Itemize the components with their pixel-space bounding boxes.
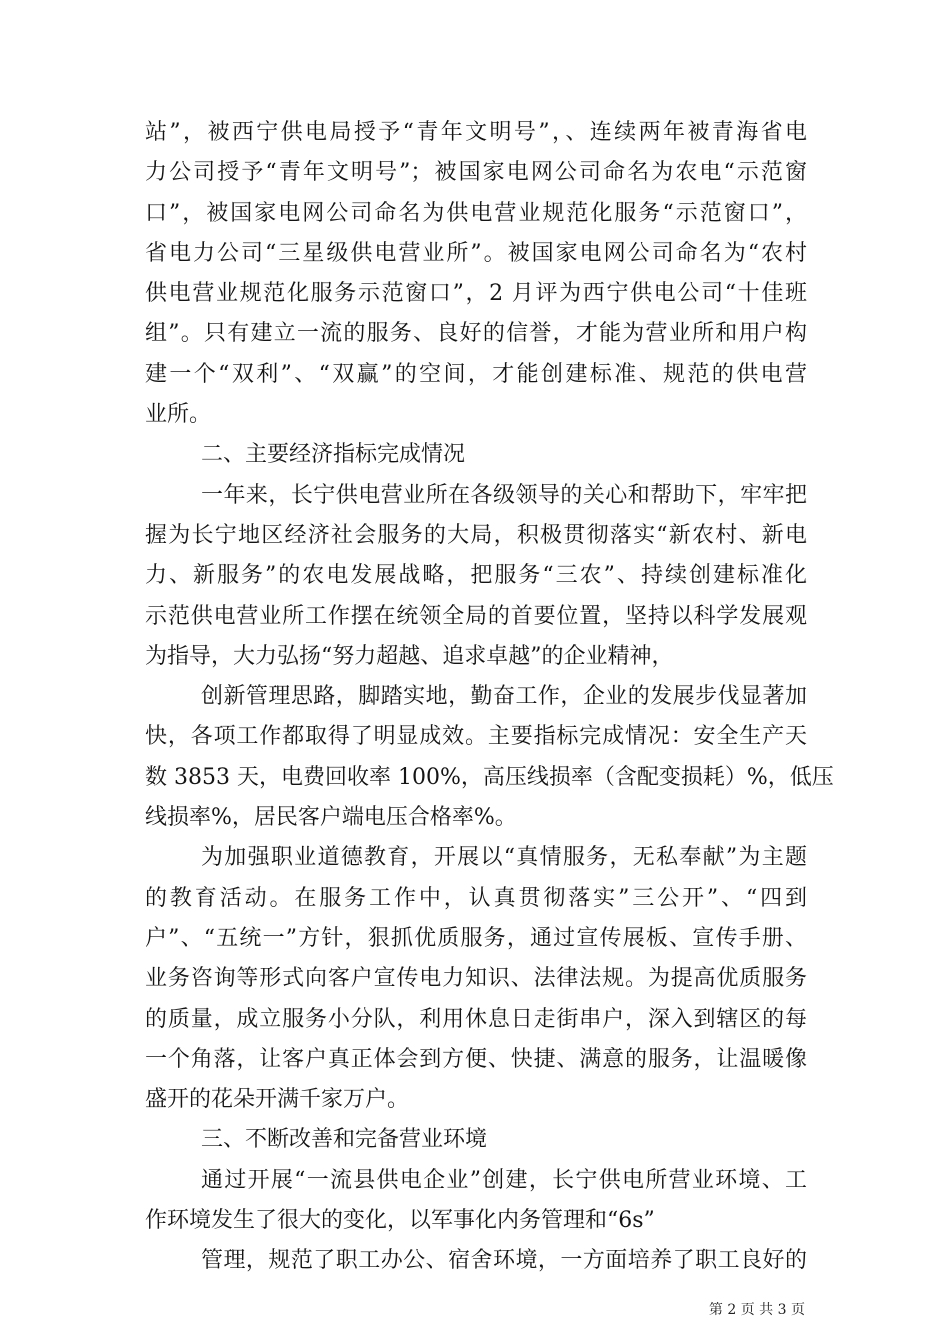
text-line: 的教育活动。在服务工作中，认真贯彻落实”三公开”、“四到 (145, 885, 807, 911)
text-line: 一个角落，让客户真正体会到方便、快捷、满意的服务，让温暖像 (145, 1046, 807, 1072)
text-line: 业所。 (145, 402, 212, 428)
document-body (145, 113, 834, 1282)
text-line: 管理，规范了职工办公、宿舍环境，一方面培养了职工良好的 (201, 1248, 807, 1274)
page-number-footer: 第 2 页 共 3 页 (708, 1302, 805, 1318)
text-line: 通过开展“一流县供电企业”创建，长宁供电所营业环境、工 (201, 1167, 807, 1193)
text-line: 户”、“五统一”方针，狠抓优质服务，通过宣传展板、宣传手册、 (145, 925, 807, 951)
text-line: 数 3853 天，电费回收率 100%，高压线损率（含配变损耗）%，低压 (145, 764, 834, 790)
text-line: 盛开的花朵开满千家万户。 (145, 1087, 410, 1113)
text-line: 供电营业规范化服务示范窗口”，2 月评为西宁供电公司“十佳班 (145, 281, 807, 307)
text-line: 作环境发生了很大的变化，以军事化内务管理和“6s” (145, 1208, 655, 1234)
text-line: 业务咨询等形式向客户宣传电力知识、法律法规。为提高优质服务 (145, 966, 807, 992)
section-heading: 三、不断改善和完备营业环境 (201, 1127, 488, 1153)
text-line: 建一个“双利”、“双赢”的空间，才能创建标准、规范的供电营 (145, 361, 807, 387)
text-line: 示范供电营业所工作摆在统领全局的首要位置，坚持以科学发展观 (145, 603, 807, 629)
text-line: 的质量，成立服务小分队，利用休息日走街串户，深入到辖区的每 (145, 1006, 807, 1032)
text-line: 为加强职业道德教育，开展以“真情服务，无私奉献”为主题 (201, 845, 807, 871)
section-heading: 二、主要经济指标完成情况 (201, 442, 466, 468)
text-line: 线损率%，居民客户端电压合格率%。 (145, 805, 517, 831)
text-line: 力公司授予“青年文明号”；被国家电网公司命名为农电“示范窗 (145, 160, 807, 186)
text-line: 口”，被国家电网公司命名为供电营业规范化服务“示范窗口”， (145, 200, 807, 226)
text-line: 一年来，长宁供电营业所在各级领导的关心和帮助下，牢牢把 (201, 482, 807, 508)
text-line: 力、新服务”的农电发展战略，把服务“三农”、持续创建标准化 (145, 563, 807, 589)
text-line: 为指导，大力弘扬“努力超越、追求卓越”的企业精神， (145, 643, 674, 669)
text-line: 省电力公司“三星级供电营业所”。被国家电网公司命名为“农村 (145, 240, 807, 266)
text-line: 组”。只有建立一流的服务、良好的信誉，才能为营业所和用户构 (145, 321, 807, 347)
text-line: 创新管理思路，脚踏实地，勤奋工作，企业的发展步伐显著加 (201, 684, 807, 710)
text-line: 站”，被西宁供电局授予“青年文明号”，、连续两年被青海省电 (145, 120, 807, 145)
text-line: 快，各项工作都取得了明显成效。主要指标完成情况：安全生产天 (145, 724, 807, 750)
text-line: 握为长宁地区经济社会服务的大局，积极贯彻落实“新农村、新电 (145, 522, 807, 548)
